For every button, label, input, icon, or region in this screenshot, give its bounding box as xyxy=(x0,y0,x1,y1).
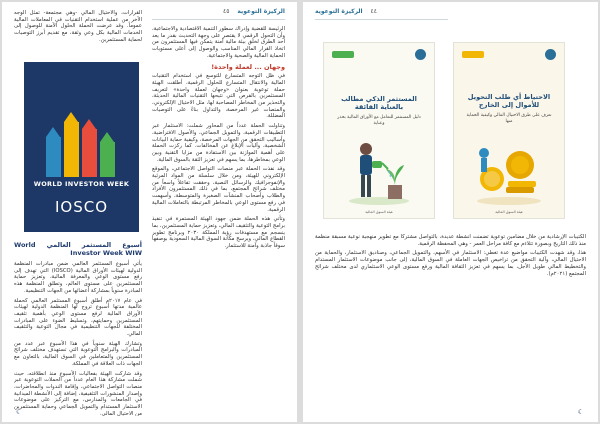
header-title: الركيزة التوعوية xyxy=(315,8,363,15)
booklet-cover xyxy=(453,42,565,219)
paragraph: وقد شاركت الهيئة بفعاليات الأسبوع منذ انطلاقته، حيث شملت مشاركة هذا العام عدداً من الحملات التوعوية عبر منصات التواصل الاجتماعي، وإقامة الندوات والمحاضرات، وإصدار المنشورات التثقيفية، إضافة إلى الأنشطة الميدانية في الجامعات والمدارس، مع التركيز على موضوعات الاستثمار المستدام والتمويل الجماعي وحماية المستثمرين من الاحتيال المالي. xyxy=(14,370,142,416)
world-investor-week-logo xyxy=(24,62,139,232)
pencil-icon xyxy=(82,119,97,177)
page-header xyxy=(315,8,383,18)
pencil-icon xyxy=(100,132,115,177)
header-divider xyxy=(315,19,448,20)
text-column-top-left xyxy=(14,10,142,54)
paragraph: هذا، وقد شهدت الكتيبات مواضيع عدة تغطي: الاستثمار في الأسهم، والتمويل الجماعي، وصناديق الاستثمار، والحماية من الاحتيال المالي، وآلية التحقق من تراخيص الجهات العاملة في السوق المالية، إلى جانب موضوعات الاستثمار المستدام والتخطيط المالي طويل الأجل، بما يسهم في تعزيز الثقافة المالية ورفع مستوى الوعي الاستثماري لدى مختلف شرائح المجتمع (٢٠٢١م). xyxy=(315,250,586,277)
paragraph: في ظل التوجه المتسارع للتوسع في استخدام التقنيات المالية والانتقال المتسارع للحلول الرقمية، أطلقت الهيئة حملة توعوية بعنوان «وجهان لعملة واحدة» لتعريف المستثمرين بالفرص التي تتيحها التقنيات المالية الحديثة، والتحذير من المخاطر المصاحبة لها، مثل الاحتيال الإلكتروني، والمنصات غير المرخصة، والتداول بناءً على التوصيات المضللة. xyxy=(152,73,285,120)
iosco-wordmark: IOSCO xyxy=(54,198,109,216)
logo-badge-icon xyxy=(415,49,426,60)
paragraph: يأتي أسبوع المستثمر العالمي ضمن مبادرات المنظمة الدولية لهيئات الأوراق المالية (IOSCO) التي تهدف إلى رفع مستوى الوعي والمعرفة المالية، وتعزيز حماية المستثمرين على مستوى العالم، وتطلق المنظمة هذه المبادرة سنوياً بمشاركة أعضائها من الجهات التنظيمية. xyxy=(14,261,142,294)
booklet-publisher: هيئة السوق المالية xyxy=(495,209,523,214)
booklet-title: الاحتياط أي طلب التحويل للأموال إلى الخارج xyxy=(467,93,551,109)
page-number: ٤٤ xyxy=(370,8,377,15)
right-page xyxy=(303,2,598,422)
booklet-cover xyxy=(323,42,435,219)
page-header xyxy=(217,8,285,18)
pencil-icon xyxy=(64,112,79,177)
text-column-bottom xyxy=(315,234,586,414)
header-title: الركيزة التوعوية xyxy=(237,8,285,15)
page-number: ٤٥ xyxy=(223,8,230,15)
left-page xyxy=(2,2,297,422)
logo-badge-icon xyxy=(545,49,556,60)
logo-caption: WORLD INVESTOR WEEK xyxy=(33,180,130,188)
brand-tag xyxy=(332,51,354,58)
paragraph: وتأتي هذه الحملة ضمن جهود الهيئة المستمرة في تنفيذ برامج التوعية والتثقيف المالي، وتعزيز حماية المستثمرين، بما ينسجم مع مستهدفات رؤية المملكة ٢٠٣٠ وبرنامج تطوير القطاع المالي، ويرسخ مكانة السوق المالية السعودية بوصفها سوقاً جاذبة وآمنة للاستثمار. xyxy=(152,216,285,250)
text-column-bottom-left xyxy=(14,238,142,416)
paragraph: القرارات، والاحتيال المالي -وهي مجتمعة- تمثل الوجه الآخر من عملية استخدام التقنيات في المعاملات المالية عموماً. وقد عرضت الحملة الحلول الآمنة للوصول إلى الخدمات المالية بكل وعي وثقة، مع تقديم أبرز التوصيات لحماية المستثمرين. xyxy=(14,10,142,43)
paragraph: وقد نفذت الحملة عبر منصات التواصل الاجتماعي، والموقع الإلكتروني للهيئة، ومن خلال سلسلة من المواد المرئية والإنفوجرافيك والرسائل النصية، وحققت تفاعلاً واسعاً من مختلف شرائح المجتمع، بما في ذلك المستثمرون الأفراد والطلاب وأصحاب المنشآت الصغيرة والمتوسطة، وأسهمت في رفع مستوى الوعي بالمخاطر المرتبطة بالتعاملات المالية الرقمية. xyxy=(152,166,285,213)
paragraph: الكتيبات الإرشادية من خلال مضامين توعوية تضمنت أنشطة عديدة، بالتواصل مشتركاً مع تطوير منهجية نوعية مسبقة منظمة منذ ذلك التاريخ وبصورة تتلاءم مع كافة مراحل العمر - وهي المحفظة الرقمية. xyxy=(315,234,586,247)
booklet-subtitle: تعرف على طرق الاحتيال المالي وكيفية الحماية منها xyxy=(466,113,552,124)
pencil-icon xyxy=(46,127,61,177)
paragraph: في عام ٢٠١٧م أطلق أسبوع المستثمر العالمي كحملة عالمية مدتها أسبوع تروج لها المنظمة الدولية لهيئات الأوراق المالية لرفع مستوى الوعي بأهمية تثقيف المستثمرين وحمايتهم، وتسليط الضوء على المبادرات المختلفة للجهات التنظيمية في مجال التوعية والتثقيف المالي. xyxy=(14,297,142,338)
brand-tag xyxy=(462,51,484,58)
text-column-right xyxy=(152,26,285,416)
booklet-title: المستثمر الذكي مطالب بالعناية الفائقة xyxy=(341,95,417,111)
header-divider xyxy=(152,19,285,20)
coins-illustration xyxy=(472,135,546,207)
moon-icon: ☾ xyxy=(16,408,23,416)
paragraph: الرئيسة للقضية وإدراك سطور التنمية الاقتصادية والاجتماعية، وأن التحول الرقمي لا يقتصر على وجهة التحديث بقدر ما يعد أحد الطرق لخلق بيئة مالية آمنة يتمكن فيها المستثمرون من اتخاذ القرار المالي المناسب والوصول إلى أعلى مستويات الحماية المالية والصحية والاجتماعية. xyxy=(152,26,285,59)
paragraph: وتشارك الهيئة سنوياً في هذا الأسبوع عبر عدد من المبادرات والبرامج التوعوية التي تستهدف مختلف شرائح المستثمرين والمتعاملين في السوق المالية، بالتعاون مع الجهات ذات العلاقة في المملكة. xyxy=(14,340,142,367)
paragraph: وتناولت الحملة عدداً من المحاور شملت: الاستثمار عبر التطبيقات الرقمية، والتمويل الجماعي، والأصول الافتراضية، وأساليب التحقق من الجهات المرخصة، وكيفية حماية البيانات الشخصية، وآليات الإبلاغ عن المخالفات. كما ركزت الحملة على أهمية الموازنة بين الاستفادة من مزايا التقنية وبين الوعي بمخاطرها، بما يسهم في تعزيز الثقة بالسوق المالية. xyxy=(152,123,285,163)
section-heading: أسبوع المستثمر العالمي World Investor Week WIW xyxy=(14,241,142,257)
moon-icon: ☾ xyxy=(577,408,584,416)
section-heading: وجهان ... لعملة واحدة! xyxy=(211,62,285,71)
booklet-subtitle: دليل المستثمر للتعامل مع الأوراق المالية بحذر وعناية xyxy=(337,115,421,126)
booklet-publisher: هيئة السوق المالية xyxy=(365,209,393,214)
watering-plant-illustration xyxy=(344,135,414,207)
